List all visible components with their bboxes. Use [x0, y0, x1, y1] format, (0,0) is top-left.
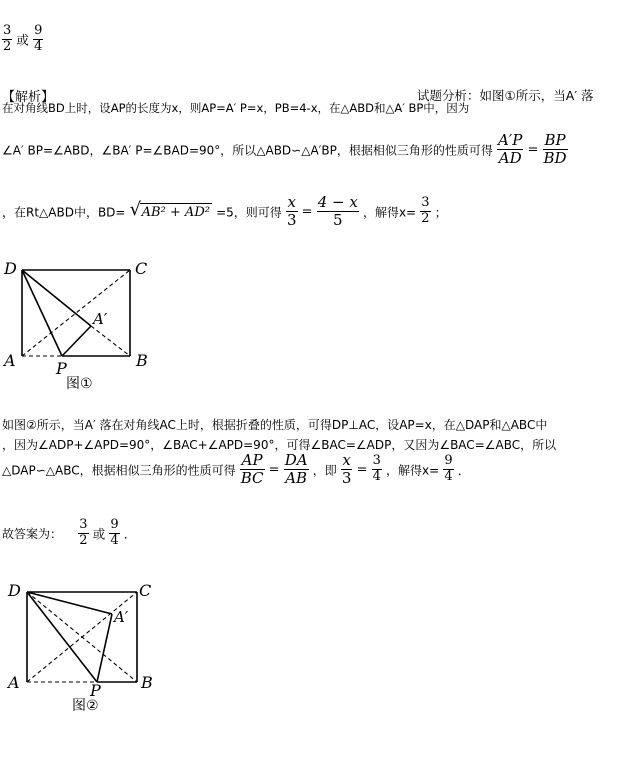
fraction: $\frac{3}{2}$ — [79, 517, 88, 548]
label-a-prime: A′ — [114, 608, 129, 626]
final-label: 故答案为： — [2, 526, 63, 541]
part2-line-2: ，因为∠ADP+∠APD=90°，∠BAC+∠APD=90°，可得∠BAC=∠ADP，又因为∠BAC=∠ABC，所以 — [2, 438, 557, 452]
label-c: C — [135, 259, 148, 278]
label-a: A — [4, 351, 16, 370]
figure-1 — [0, 256, 170, 396]
fraction: $\frac{A'P}{AD}$ — [498, 131, 523, 168]
figure-1-caption: 图① — [66, 376, 93, 392]
fraction: $\frac{4 - x}{5}$ — [317, 193, 358, 230]
analysis-line-3 — [2, 194, 447, 230]
analysis-line-1: 在对角线BD上时，设AP的长度为x，则AP=A′ P=x，PB=4-x，在△ABD和△A′ BP中，因为 — [2, 101, 470, 115]
label-p: P — [56, 359, 67, 378]
fraction: $\frac{3}{4}$ — [372, 453, 381, 485]
label-b: B — [141, 673, 153, 692]
label-a-prime: A′ — [93, 310, 108, 328]
equals-sign: = — [301, 204, 313, 220]
equals-sign: = — [268, 462, 280, 478]
label-d: D — [4, 259, 17, 278]
part2-line-3 — [2, 452, 470, 488]
fraction: $\frac{DA}{AB}$ — [284, 451, 308, 488]
analysis-intro: 试题分析：如图①所示，当A′ 落 — [417, 88, 594, 103]
fraction: $\frac{9}{4}$ — [444, 453, 453, 485]
label-d: D — [8, 581, 21, 600]
fraction: $\frac{3}{2}$ — [421, 195, 430, 227]
part2-line-1: 如图②所示，当A′ 落在对角线AC上时，根据折叠的性质，可得DP⊥AC，设AP=x，在△DAP和△ABC中 — [2, 418, 548, 432]
label-p: P — [90, 681, 101, 700]
fraction: $\frac{BP}{BD}$ — [543, 131, 567, 168]
or-text: 或 — [16, 32, 29, 48]
analysis-line-2 — [2, 132, 568, 168]
text-segment: ，解得x= — [386, 463, 440, 478]
sqrt-content: AB² + AD² — [141, 205, 210, 221]
label-a: A — [8, 673, 20, 692]
figure-2-caption: 图② — [72, 698, 99, 714]
text-segment: ； — [434, 204, 448, 220]
analysis-heading: 【解析】 — [2, 90, 55, 105]
text-segment: ． — [123, 526, 137, 542]
text-segment: ，在Rt△ABD中，BD= — [2, 205, 126, 220]
text-segment: ． — [457, 462, 471, 478]
equals-sign: = — [356, 462, 368, 478]
equals-sign: = — [527, 142, 539, 158]
fraction: $\frac{x}{3}$ — [341, 451, 352, 488]
final-answer — [2, 518, 136, 549]
label-c: C — [139, 581, 152, 600]
text-segment: ，即 — [312, 463, 337, 478]
fraction: $\frac{3}{2}$ — [3, 23, 12, 54]
text-segment: =5，则可得 — [216, 205, 282, 220]
fraction: $\frac{x}{3}$ — [286, 193, 297, 230]
figure-2 — [0, 578, 170, 718]
text-segment: △DAP∽△ABC，根据相似三角形的性质可得 — [2, 463, 236, 478]
or-text: 或 — [92, 526, 106, 542]
label-b: B — [136, 351, 148, 370]
text-segment: ，解得x= — [362, 205, 417, 220]
square-root: √ AB² + AD² — [129, 199, 210, 221]
fraction: $\frac{9}{4}$ — [34, 23, 43, 54]
top-answer — [2, 24, 43, 55]
analysis-line-2-text: ∠A′ BP=∠ABD，∠BA′ P=∠BAD=90°，所以△ABD∽△A′BP，根据相似三角形的性质可得 — [2, 143, 493, 158]
fraction: $\frac{AP}{BC}$ — [240, 451, 264, 488]
fraction: $\frac{9}{4}$ — [110, 517, 119, 548]
